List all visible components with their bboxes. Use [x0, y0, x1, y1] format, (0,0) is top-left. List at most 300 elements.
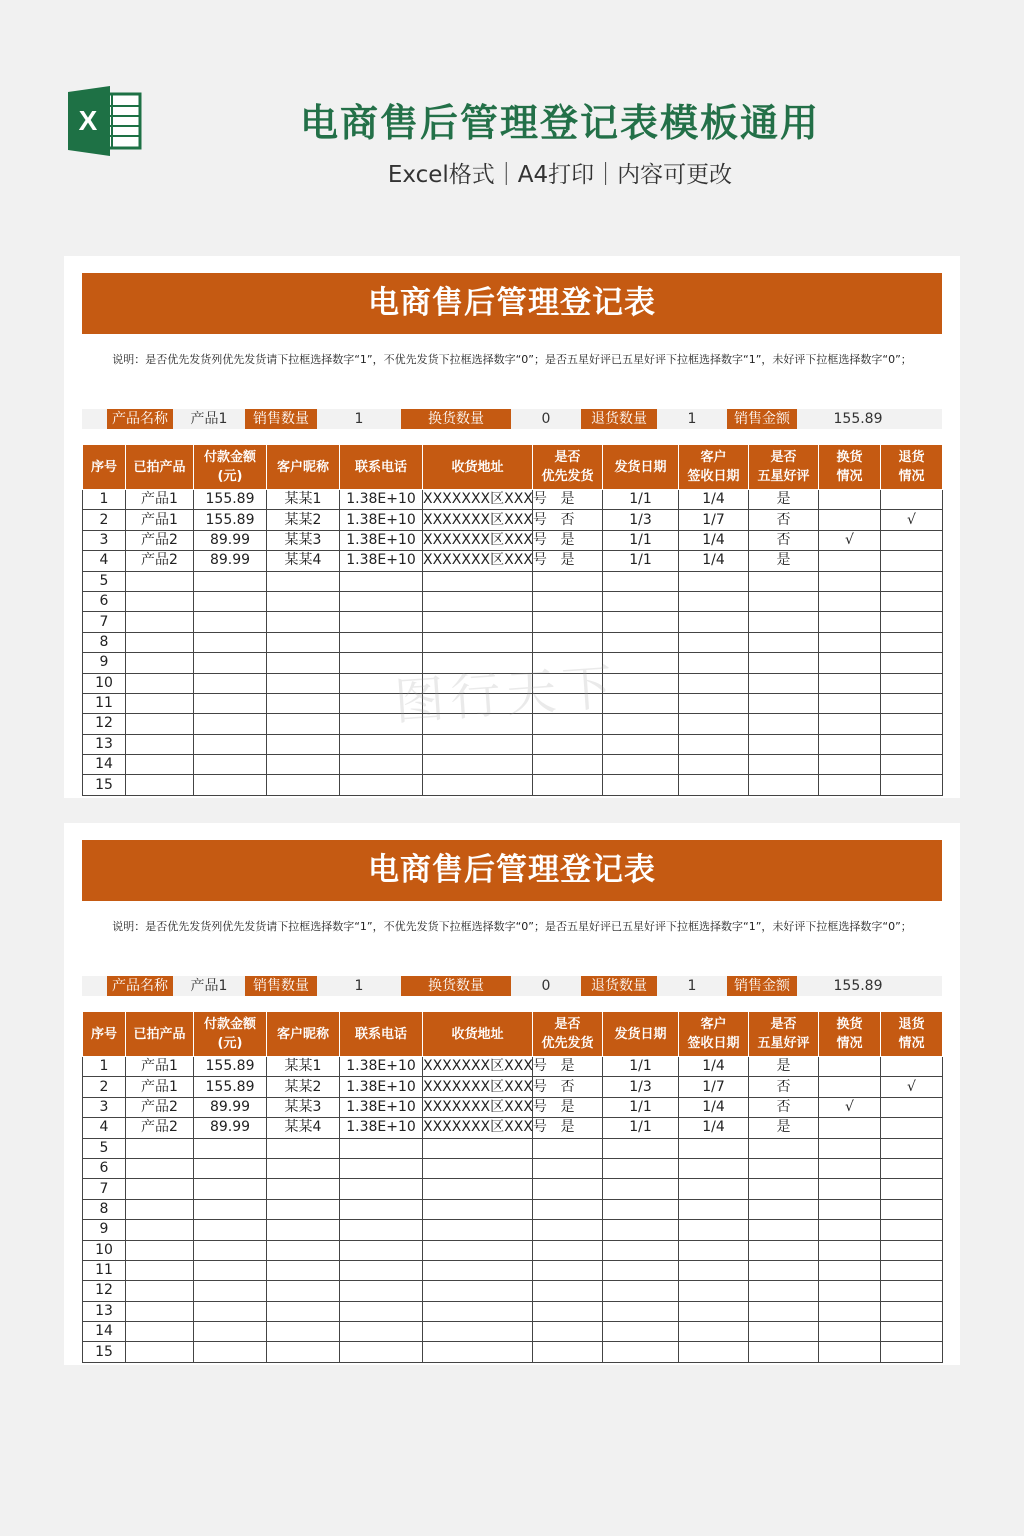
col-phone-cell[interactable]: 1.38E+10 — [340, 551, 423, 571]
col-address-cell[interactable] — [423, 1281, 533, 1301]
col-address-cell[interactable] — [423, 571, 533, 591]
col-address-cell[interactable]: XXXXXXX区XXX号 — [423, 1057, 533, 1077]
col-nickname-cell[interactable] — [267, 1158, 340, 1178]
col-ship-date-cell[interactable] — [603, 775, 679, 795]
col-phone-cell[interactable] — [340, 591, 423, 611]
col-index-cell[interactable]: 4 — [83, 551, 126, 571]
col-priority-cell[interactable] — [533, 734, 603, 754]
col-payment-cell[interactable]: 155.89 — [194, 490, 267, 510]
col-return-cell[interactable] — [881, 673, 943, 693]
col-return-cell[interactable] — [881, 1240, 943, 1260]
col-phone-cell[interactable] — [340, 571, 423, 591]
col-phone-cell[interactable]: 1.38E+10 — [340, 490, 423, 510]
col-ship-date-cell[interactable] — [603, 1301, 679, 1321]
col-address-cell[interactable] — [423, 1158, 533, 1178]
col-return-cell[interactable] — [881, 1301, 943, 1321]
col-priority-cell[interactable] — [533, 1220, 603, 1240]
col-receive-date-cell[interactable] — [679, 1342, 749, 1362]
col-return-cell[interactable] — [881, 551, 943, 571]
col-index-header[interactable] — [83, 1012, 126, 1057]
col-return-cell[interactable] — [881, 1220, 943, 1240]
col-product-cell[interactable] — [126, 673, 194, 693]
col-receive-date-cell[interactable] — [679, 734, 749, 754]
col-priority-header[interactable] — [533, 1012, 603, 1057]
col-priority-cell[interactable]: 是 — [533, 1057, 603, 1077]
col-return-cell[interactable] — [881, 1118, 943, 1138]
col-payment-header[interactable] — [194, 445, 267, 490]
col-index-cell[interactable]: 10 — [83, 673, 126, 693]
col-phone-cell[interactable] — [340, 1301, 423, 1321]
col-priority-cell[interactable]: 是 — [533, 1097, 603, 1117]
col-receive-date-header[interactable] — [679, 1012, 749, 1057]
col-payment-cell[interactable] — [194, 1260, 267, 1280]
col-receive-date-header[interactable] — [679, 445, 749, 490]
col-index-cell[interactable]: 11 — [83, 693, 126, 713]
col-nickname-cell[interactable] — [267, 693, 340, 713]
col-index-cell[interactable]: 9 — [83, 653, 126, 673]
col-five-star-cell[interactable] — [749, 1138, 819, 1158]
col-nickname-cell[interactable] — [267, 591, 340, 611]
col-receive-date-cell[interactable] — [679, 1301, 749, 1321]
col-receive-date-cell[interactable]: 1/4 — [679, 1118, 749, 1138]
col-product-cell[interactable] — [126, 1158, 194, 1178]
col-priority-cell[interactable] — [533, 1301, 603, 1321]
col-product-cell[interactable]: 产品2 — [126, 1118, 194, 1138]
col-phone-cell[interactable]: 1.38E+10 — [340, 1097, 423, 1117]
col-exchange-cell[interactable] — [819, 653, 881, 673]
col-receive-date-cell[interactable]: 1/7 — [679, 510, 749, 530]
summary-product-value[interactable]: 产品1 — [190, 978, 228, 994]
col-address-cell[interactable] — [423, 1179, 533, 1199]
col-product-cell[interactable] — [126, 1301, 194, 1321]
col-five-star-cell[interactable]: 否 — [749, 1077, 819, 1097]
col-receive-date-cell[interactable] — [679, 714, 749, 734]
col-address-cell[interactable]: XXXXXXX区XXX号 — [423, 490, 533, 510]
summary-sales-qty-value[interactable]: 1 — [354, 978, 364, 994]
col-exchange-cell[interactable] — [819, 1260, 881, 1280]
summary-sales-amount-value[interactable]: 155.89 — [833, 978, 883, 994]
col-exchange-cell[interactable] — [819, 571, 881, 591]
col-ship-date-cell[interactable] — [603, 1158, 679, 1178]
col-address-cell[interactable]: XXXXXXX区XXX号 — [423, 1077, 533, 1097]
col-phone-cell[interactable]: 1.38E+10 — [340, 1077, 423, 1097]
col-ship-date-cell[interactable] — [603, 591, 679, 611]
col-exchange-cell[interactable] — [819, 1342, 881, 1362]
col-product-cell[interactable]: 产品2 — [126, 551, 194, 571]
col-product-cell[interactable] — [126, 1179, 194, 1199]
col-phone-header[interactable] — [340, 445, 423, 490]
col-exchange-header[interactable] — [819, 445, 881, 490]
col-priority-cell[interactable] — [533, 714, 603, 734]
col-priority-cell[interactable] — [533, 1179, 603, 1199]
col-nickname-cell[interactable] — [267, 714, 340, 734]
col-product-cell[interactable] — [126, 1281, 194, 1301]
col-ship-date-cell[interactable]: 1/1 — [603, 551, 679, 571]
col-five-star-cell[interactable]: 否 — [749, 510, 819, 530]
col-receive-date-cell[interactable] — [679, 1179, 749, 1199]
col-return-cell[interactable] — [881, 714, 943, 734]
col-return-cell[interactable] — [881, 755, 943, 775]
col-ship-date-cell[interactable]: 1/3 — [603, 510, 679, 530]
col-five-star-cell[interactable]: 是 — [749, 1118, 819, 1138]
col-ship-date-cell[interactable]: 1/1 — [603, 1118, 679, 1138]
col-payment-header[interactable] — [194, 1012, 267, 1057]
col-exchange-cell[interactable] — [819, 632, 881, 652]
col-five-star-cell[interactable] — [749, 714, 819, 734]
col-phone-cell[interactable] — [340, 734, 423, 754]
col-index-cell[interactable]: 9 — [83, 1220, 126, 1240]
col-payment-cell[interactable] — [194, 612, 267, 632]
col-return-cell[interactable] — [881, 734, 943, 754]
col-ship-date-cell[interactable] — [603, 1199, 679, 1219]
col-nickname-cell[interactable]: 某某4 — [267, 1118, 340, 1138]
col-nickname-cell[interactable] — [267, 1342, 340, 1362]
col-payment-cell[interactable] — [194, 591, 267, 611]
col-payment-cell[interactable] — [194, 653, 267, 673]
col-exchange-cell[interactable] — [819, 673, 881, 693]
col-phone-cell[interactable] — [340, 1342, 423, 1362]
col-exchange-cell[interactable] — [819, 612, 881, 632]
col-product-cell[interactable]: 产品1 — [126, 1057, 194, 1077]
col-phone-cell[interactable]: 1.38E+10 — [340, 1057, 423, 1077]
col-return-cell[interactable] — [881, 1057, 943, 1077]
col-exchange-cell[interactable] — [819, 755, 881, 775]
col-product-cell[interactable] — [126, 1199, 194, 1219]
col-five-star-header[interactable] — [749, 445, 819, 490]
col-phone-cell[interactable] — [340, 1179, 423, 1199]
col-index-cell[interactable]: 15 — [83, 1342, 126, 1362]
col-phone-cell[interactable] — [340, 1322, 423, 1342]
col-payment-cell[interactable]: 89.99 — [194, 530, 267, 550]
col-product-cell[interactable] — [126, 632, 194, 652]
col-return-cell[interactable] — [881, 1322, 943, 1342]
summary-sales-qty-value[interactable]: 1 — [354, 411, 364, 427]
col-ship-date-cell[interactable] — [603, 571, 679, 591]
col-receive-date-cell[interactable]: 1/4 — [679, 551, 749, 571]
col-ship-date-cell[interactable] — [603, 1342, 679, 1362]
col-five-star-cell[interactable] — [749, 1281, 819, 1301]
col-return-cell[interactable] — [881, 653, 943, 673]
col-return-cell[interactable]: √ — [881, 1077, 943, 1097]
col-five-star-cell[interactable]: 是 — [749, 1057, 819, 1077]
col-nickname-cell[interactable] — [267, 1301, 340, 1321]
col-receive-date-cell[interactable] — [679, 1199, 749, 1219]
col-nickname-cell[interactable] — [267, 1322, 340, 1342]
col-product-cell[interactable] — [126, 653, 194, 673]
col-address-cell[interactable] — [423, 1260, 533, 1280]
col-nickname-cell[interactable]: 某某2 — [267, 510, 340, 530]
col-index-cell[interactable]: 1 — [83, 490, 126, 510]
col-exchange-cell[interactable] — [819, 490, 881, 510]
col-payment-cell[interactable] — [194, 632, 267, 652]
col-phone-cell[interactable] — [340, 1220, 423, 1240]
col-receive-date-cell[interactable] — [679, 653, 749, 673]
col-nickname-header[interactable] — [267, 445, 340, 490]
col-nickname-cell[interactable]: 某某2 — [267, 1077, 340, 1097]
col-five-star-cell[interactable]: 否 — [749, 530, 819, 550]
col-priority-header[interactable] — [533, 445, 603, 490]
col-receive-date-cell[interactable]: 1/7 — [679, 1077, 749, 1097]
col-exchange-cell[interactable] — [819, 1281, 881, 1301]
col-index-cell[interactable]: 11 — [83, 1260, 126, 1280]
col-product-cell[interactable] — [126, 1138, 194, 1158]
col-priority-cell[interactable]: 否 — [533, 1077, 603, 1097]
col-priority-cell[interactable] — [533, 775, 603, 795]
col-return-cell[interactable] — [881, 632, 943, 652]
col-nickname-cell[interactable]: 某某4 — [267, 551, 340, 571]
col-five-star-cell[interactable] — [749, 571, 819, 591]
col-nickname-cell[interactable]: 某某1 — [267, 490, 340, 510]
col-product-cell[interactable] — [126, 1220, 194, 1240]
col-priority-cell[interactable] — [533, 1138, 603, 1158]
col-phone-cell[interactable] — [340, 714, 423, 734]
col-five-star-cell[interactable] — [749, 693, 819, 713]
col-address-cell[interactable] — [423, 714, 533, 734]
col-ship-date-cell[interactable] — [603, 612, 679, 632]
col-ship-date-cell[interactable]: 1/1 — [603, 1097, 679, 1117]
col-phone-cell[interactable] — [340, 1281, 423, 1301]
col-index-cell[interactable]: 6 — [83, 591, 126, 611]
col-priority-cell[interactable] — [533, 755, 603, 775]
col-ship-date-cell[interactable] — [603, 673, 679, 693]
col-address-cell[interactable] — [423, 653, 533, 673]
col-return-cell[interactable] — [881, 1199, 943, 1219]
col-receive-date-cell[interactable] — [679, 1158, 749, 1178]
col-exchange-cell[interactable] — [819, 551, 881, 571]
col-return-cell[interactable] — [881, 1158, 943, 1178]
col-payment-cell[interactable] — [194, 1199, 267, 1219]
col-payment-cell[interactable] — [194, 1240, 267, 1260]
col-receive-date-cell[interactable] — [679, 1240, 749, 1260]
col-payment-cell[interactable] — [194, 1301, 267, 1321]
col-ship-date-cell[interactable] — [603, 1138, 679, 1158]
col-receive-date-cell[interactable] — [679, 1281, 749, 1301]
col-receive-date-cell[interactable] — [679, 693, 749, 713]
col-index-cell[interactable]: 12 — [83, 1281, 126, 1301]
col-payment-cell[interactable]: 89.99 — [194, 551, 267, 571]
col-priority-cell[interactable] — [533, 1281, 603, 1301]
col-receive-date-cell[interactable] — [679, 1322, 749, 1342]
col-exchange-cell[interactable] — [819, 510, 881, 530]
col-phone-cell[interactable] — [340, 775, 423, 795]
col-product-cell[interactable] — [126, 591, 194, 611]
col-five-star-header[interactable] — [749, 1012, 819, 1057]
col-ship-date-cell[interactable] — [603, 693, 679, 713]
col-receive-date-cell[interactable] — [679, 775, 749, 795]
col-receive-date-cell[interactable] — [679, 1260, 749, 1280]
col-index-cell[interactable]: 2 — [83, 1077, 126, 1097]
col-phone-header[interactable] — [340, 1012, 423, 1057]
col-phone-cell[interactable]: 1.38E+10 — [340, 530, 423, 550]
col-five-star-cell[interactable] — [749, 1260, 819, 1280]
col-five-star-cell[interactable] — [749, 1179, 819, 1199]
col-address-cell[interactable] — [423, 673, 533, 693]
col-index-cell[interactable]: 7 — [83, 1179, 126, 1199]
col-index-cell[interactable]: 4 — [83, 1118, 126, 1138]
col-nickname-cell[interactable] — [267, 1240, 340, 1260]
col-receive-date-cell[interactable] — [679, 1138, 749, 1158]
col-product-header[interactable] — [126, 445, 194, 490]
col-exchange-cell[interactable] — [819, 1158, 881, 1178]
col-return-cell[interactable] — [881, 775, 943, 795]
col-product-cell[interactable] — [126, 1322, 194, 1342]
col-five-star-cell[interactable] — [749, 612, 819, 632]
col-five-star-cell[interactable] — [749, 1220, 819, 1240]
col-nickname-cell[interactable]: 某某3 — [267, 1097, 340, 1117]
col-nickname-cell[interactable] — [267, 612, 340, 632]
col-product-cell[interactable] — [126, 714, 194, 734]
col-return-cell[interactable] — [881, 1260, 943, 1280]
col-ship-date-cell[interactable] — [603, 714, 679, 734]
col-product-cell[interactable] — [126, 1342, 194, 1362]
col-product-cell[interactable]: 产品2 — [126, 530, 194, 550]
col-five-star-cell[interactable] — [749, 591, 819, 611]
col-ship-date-cell[interactable] — [603, 1322, 679, 1342]
col-nickname-cell[interactable] — [267, 1199, 340, 1219]
col-return-cell[interactable] — [881, 612, 943, 632]
col-ship-date-cell[interactable] — [603, 1179, 679, 1199]
col-address-cell[interactable] — [423, 1199, 533, 1219]
col-index-cell[interactable]: 10 — [83, 1240, 126, 1260]
col-payment-cell[interactable] — [194, 1179, 267, 1199]
col-receive-date-cell[interactable] — [679, 1220, 749, 1240]
col-phone-cell[interactable] — [340, 1240, 423, 1260]
col-return-cell[interactable] — [881, 1281, 943, 1301]
col-receive-date-cell[interactable]: 1/4 — [679, 1097, 749, 1117]
col-exchange-cell[interactable] — [819, 693, 881, 713]
col-receive-date-cell[interactable] — [679, 673, 749, 693]
col-index-cell[interactable]: 2 — [83, 510, 126, 530]
col-receive-date-cell[interactable]: 1/4 — [679, 1057, 749, 1077]
col-payment-cell[interactable]: 89.99 — [194, 1118, 267, 1138]
col-index-cell[interactable]: 5 — [83, 1138, 126, 1158]
col-priority-cell[interactable] — [533, 1322, 603, 1342]
col-product-cell[interactable] — [126, 1260, 194, 1280]
col-address-cell[interactable] — [423, 693, 533, 713]
col-address-cell[interactable] — [423, 1301, 533, 1321]
col-address-cell[interactable] — [423, 1342, 533, 1362]
col-exchange-cell[interactable] — [819, 1199, 881, 1219]
col-phone-cell[interactable] — [340, 1158, 423, 1178]
col-phone-cell[interactable] — [340, 1260, 423, 1280]
col-payment-cell[interactable] — [194, 1281, 267, 1301]
col-ship-date-header[interactable] — [603, 445, 679, 490]
col-phone-cell[interactable] — [340, 653, 423, 673]
col-five-star-cell[interactable] — [749, 1322, 819, 1342]
col-nickname-cell[interactable]: 某某1 — [267, 1057, 340, 1077]
col-five-star-cell[interactable] — [749, 1158, 819, 1178]
col-product-cell[interactable] — [126, 734, 194, 754]
col-address-cell[interactable]: XXXXXXX区XXX号 — [423, 551, 533, 571]
col-address-header[interactable] — [423, 445, 533, 490]
col-return-cell[interactable] — [881, 1179, 943, 1199]
col-address-cell[interactable] — [423, 1240, 533, 1260]
col-five-star-cell[interactable] — [749, 632, 819, 652]
col-product-cell[interactable] — [126, 693, 194, 713]
col-ship-date-cell[interactable] — [603, 1220, 679, 1240]
col-receive-date-cell[interactable]: 1/4 — [679, 490, 749, 510]
col-payment-cell[interactable]: 155.89 — [194, 1077, 267, 1097]
col-payment-cell[interactable] — [194, 693, 267, 713]
col-phone-cell[interactable] — [340, 673, 423, 693]
col-index-cell[interactable]: 14 — [83, 755, 126, 775]
col-receive-date-cell[interactable] — [679, 591, 749, 611]
col-return-cell[interactable] — [881, 530, 943, 550]
col-ship-date-cell[interactable]: 1/1 — [603, 1057, 679, 1077]
col-five-star-cell[interactable] — [749, 775, 819, 795]
col-five-star-cell[interactable] — [749, 1199, 819, 1219]
col-index-cell[interactable]: 15 — [83, 775, 126, 795]
col-exchange-cell[interactable] — [819, 1077, 881, 1097]
col-nickname-cell[interactable] — [267, 632, 340, 652]
col-payment-cell[interactable] — [194, 1342, 267, 1362]
col-exchange-cell[interactable] — [819, 1057, 881, 1077]
col-nickname-cell[interactable] — [267, 755, 340, 775]
col-index-cell[interactable]: 13 — [83, 734, 126, 754]
col-nickname-cell[interactable] — [267, 1138, 340, 1158]
col-index-cell[interactable]: 8 — [83, 1199, 126, 1219]
col-return-cell[interactable] — [881, 571, 943, 591]
col-return-cell[interactable] — [881, 1097, 943, 1117]
col-priority-cell[interactable]: 是 — [533, 490, 603, 510]
col-phone-cell[interactable] — [340, 755, 423, 775]
col-five-star-cell[interactable] — [749, 673, 819, 693]
col-exchange-cell[interactable] — [819, 714, 881, 734]
col-payment-cell[interactable] — [194, 775, 267, 795]
col-receive-date-cell[interactable]: 1/4 — [679, 530, 749, 550]
col-product-cell[interactable]: 产品1 — [126, 510, 194, 530]
col-phone-cell[interactable]: 1.38E+10 — [340, 1118, 423, 1138]
col-priority-cell[interactable] — [533, 591, 603, 611]
col-product-cell[interactable] — [126, 755, 194, 775]
col-phone-cell[interactable] — [340, 693, 423, 713]
col-return-cell[interactable] — [881, 490, 943, 510]
col-exchange-cell[interactable]: √ — [819, 530, 881, 550]
col-five-star-cell[interactable] — [749, 734, 819, 754]
col-ship-date-cell[interactable] — [603, 734, 679, 754]
col-five-star-cell[interactable]: 是 — [749, 490, 819, 510]
col-address-cell[interactable] — [423, 755, 533, 775]
col-index-cell[interactable]: 3 — [83, 530, 126, 550]
col-return-header[interactable] — [881, 445, 943, 490]
col-nickname-cell[interactable] — [267, 1220, 340, 1240]
col-index-cell[interactable]: 1 — [83, 1057, 126, 1077]
col-address-cell[interactable]: XXXXXXX区XXX号 — [423, 510, 533, 530]
col-index-cell[interactable]: 3 — [83, 1097, 126, 1117]
col-index-header[interactable] — [83, 445, 126, 490]
summary-return-qty-value[interactable]: 1 — [687, 411, 697, 427]
col-return-cell[interactable] — [881, 591, 943, 611]
col-nickname-cell[interactable] — [267, 673, 340, 693]
col-five-star-cell[interactable] — [749, 1301, 819, 1321]
col-ship-date-cell[interactable]: 1/3 — [603, 1077, 679, 1097]
col-receive-date-cell[interactable] — [679, 571, 749, 591]
col-ship-date-cell[interactable] — [603, 1240, 679, 1260]
col-nickname-cell[interactable] — [267, 775, 340, 795]
col-ship-date-cell[interactable] — [603, 1281, 679, 1301]
col-index-cell[interactable]: 14 — [83, 1322, 126, 1342]
col-payment-cell[interactable] — [194, 673, 267, 693]
col-address-cell[interactable]: XXXXXXX区XXX号 — [423, 1097, 533, 1117]
col-return-cell[interactable]: √ — [881, 510, 943, 530]
col-five-star-cell[interactable] — [749, 1240, 819, 1260]
col-product-cell[interactable]: 产品1 — [126, 1077, 194, 1097]
summary-exchange-qty-value[interactable]: 0 — [541, 411, 551, 427]
col-product-header[interactable] — [126, 1012, 194, 1057]
col-exchange-cell[interactable] — [819, 1220, 881, 1240]
col-product-cell[interactable] — [126, 571, 194, 591]
summary-return-qty-value[interactable]: 1 — [687, 978, 697, 994]
